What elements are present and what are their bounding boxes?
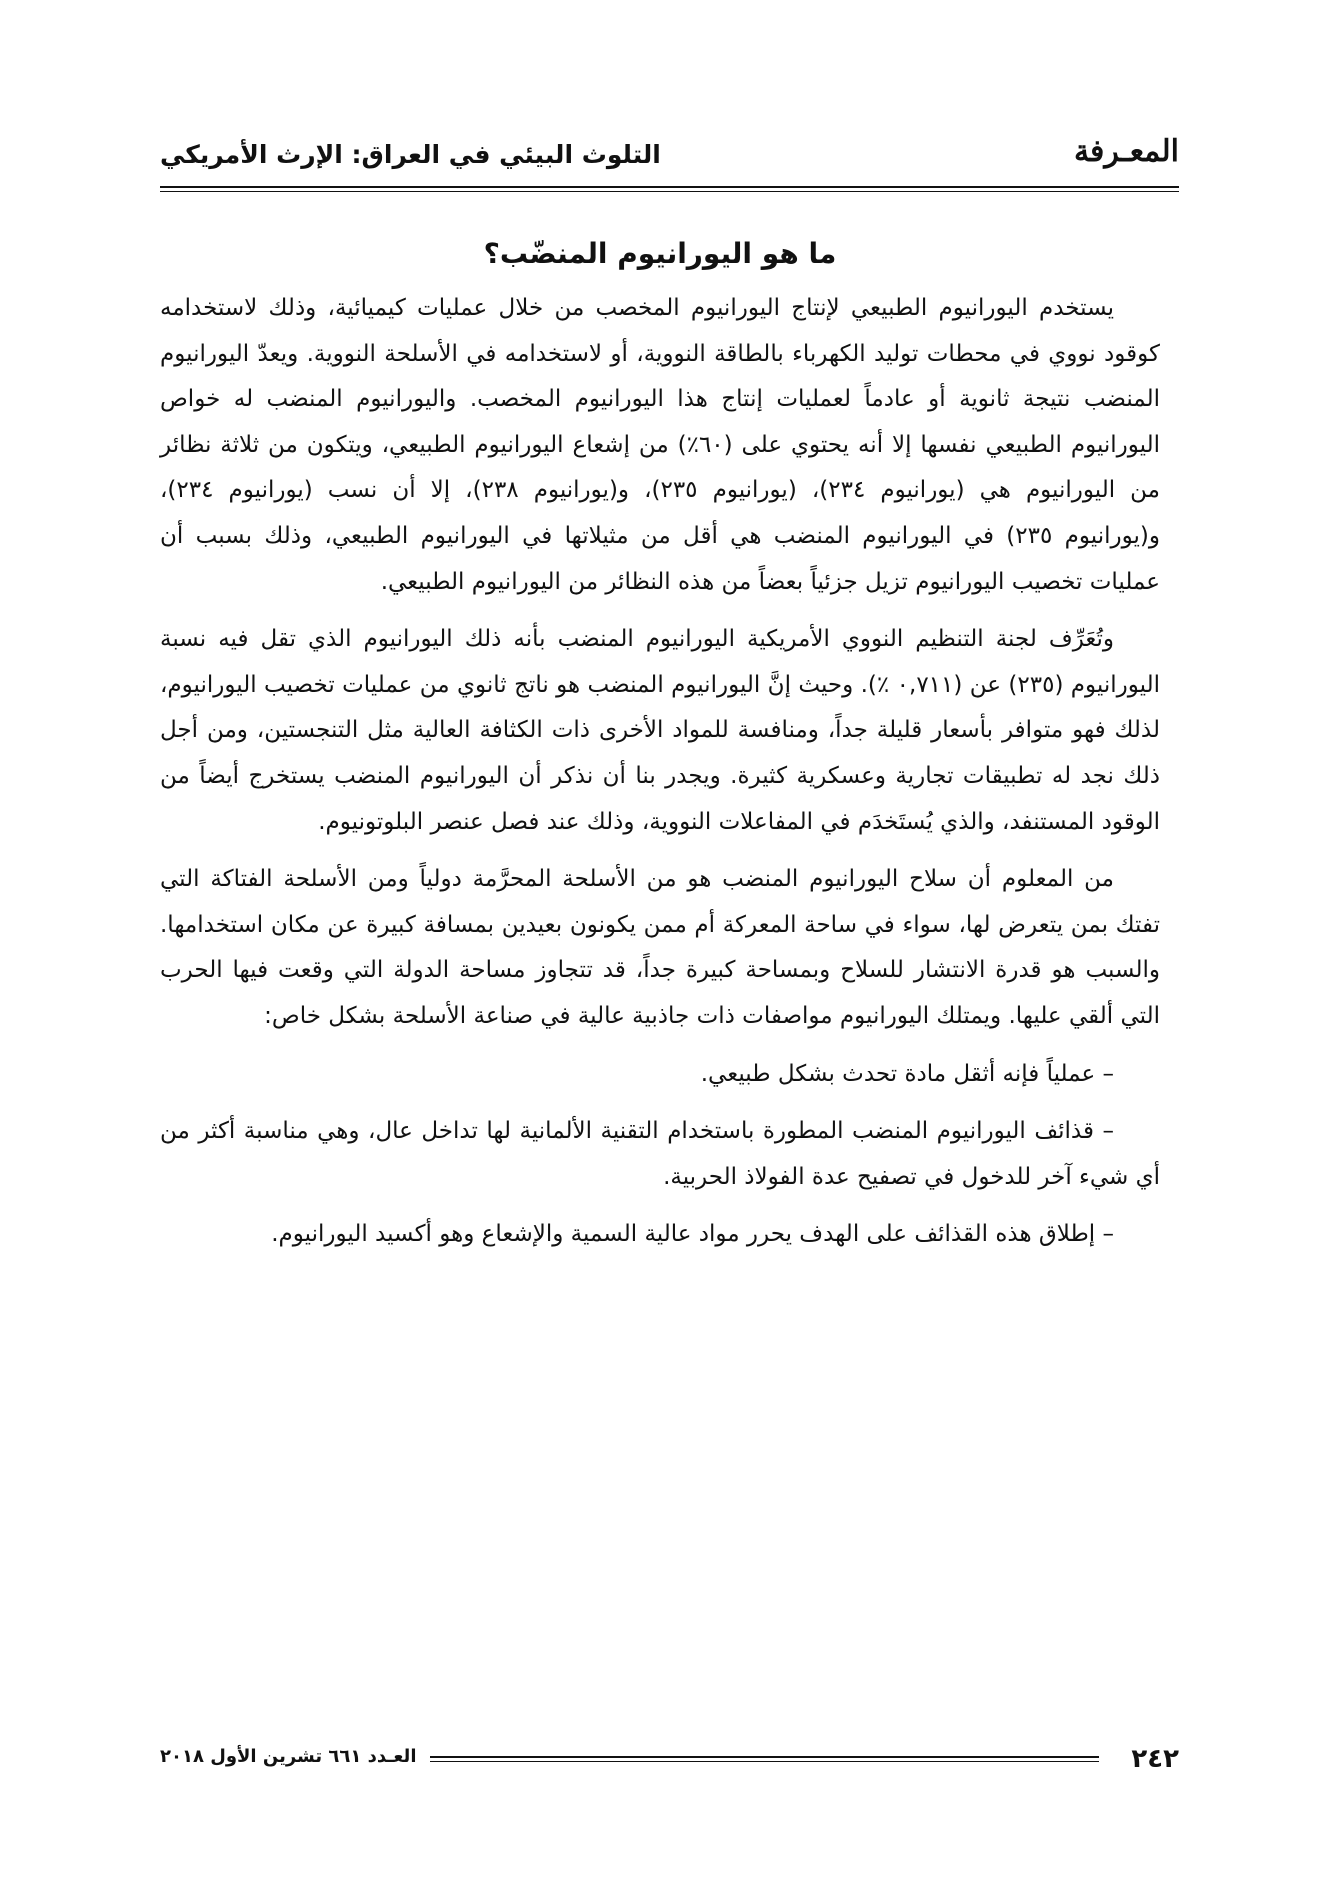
article-body: [160, 232, 1160, 1270]
footer-rule-thin: [430, 1761, 1099, 1762]
section-title: ما هو اليورانيوم المنضّب؟: [483, 237, 837, 270]
issue-info: العـدد ٦٦١ تشرين الأول ٢٠١٨: [160, 1746, 417, 1767]
paragraph: يستخدم اليورانيوم الطبيعي لإنتاج اليورانيوم المخصب من خلال عمليات كيميائية، وذلك لاستخدامه كوقود نووي في محطات توليد الكهرباء بالطاقة النووية، أو لاستخدامه في الأسلحة النووية. ويعدّ اليورانيوم المنضب نتيجة ثانوية أو عادماً لعمليات إنتاج هذا اليورانيوم المخصب. واليورانيوم المنضب له خواص اليورانيوم الطبيعي نفسها إلا أنه يحتوي على (٦٠٪) من إشعاع اليورانيوم الطبيعي، ويتكون من ثلاثة نظائر من اليورانيوم هي (يورانيوم ٢٣٤)، (يورانيوم ٢٣٥)، و(يورانيوم ٢٣٨)، إلا أن نسب (يورانيوم ٢٣٤)، و(يورانيوم ٢٣٥) في اليورانيوم المنضب هي أقل من مثيلاتها في اليورانيوم الطبيعي، وذلك بسبب أن عمليات تخصيب اليورانيوم تزيل جزئياً بعضاً من هذه النظائر من اليورانيوم الطبيعي.: [160, 295, 1161, 595]
page-footer: [160, 1744, 1179, 1784]
paragraph: من المعلوم أن سلاح اليورانيوم المنضب هو من الأسلحة المحرَّمة دولياً ومن الأسلحة الفتاكة التي تفتك بمن يتعرض لها، سواء في ساحة المعركة أم ممن يكونون بعيدين بمسافة كبيرة عن مكان استخدامها. والسبب هو قدرة الانتشار للسلاح وبمساحة كبيرة جداً، قد تتجاوز مساحة الدولة التي وقعت فيها الحرب التي ألقي عليها. ويمتلك اليورانيوم مواصفات ذات جاذبية عالية في صناعة الأسلحة بشكل خاص:: [160, 866, 1160, 1029]
header-rule: [160, 186, 1179, 188]
page-number: ٢٤٢: [1131, 1744, 1179, 1774]
footer-rule: [430, 1756, 1099, 1758]
journal-logo: المعـرفة: [1073, 134, 1179, 169]
bullet-item: – عملياً فإنه أثقل مادة تحدث بشكل طبيعي.: [700, 1060, 1114, 1087]
bullet-item: – قذائف اليورانيوم المنضب المطورة باستخدام التقنية الألمانية لها تداخل عال، وهي مناسبة أكثر من أي شيء آخر للدخول في تصفيح عدة الفولاذ الحربية.: [160, 1118, 1160, 1190]
bullet-item: – إطلاق هذه القذائف على الهدف يحرر مواد عالية السمية والإشعاع وهو أكسيد اليورانيوم.: [271, 1221, 1114, 1248]
running-title: التلوث البيئي في العراق: الإرث الأمريكي: [160, 140, 661, 169]
page-header: [160, 128, 1179, 188]
paragraph: وتُعَرِّف لجنة التنظيم النووي الأمريكية اليورانيوم المنضب بأنه ذلك اليورانيوم الذي تقل فيه نسبة اليورانيوم (٢٣٥) عن (٠,٧١١ ٪). وحيث إنَّ اليورانيوم المنضب هو ناتج ثانوي من عمليات تخصيب اليورانيوم، لذلك فهو متوافر بأسعار قليلة جداً، ومنافسة للمواد الأخرى ذات الكثافة العالية مثل التنجستين، ومن أجل ذلك نجد له تطبيقات تجارية وعسكرية كثيرة. ويجدر بنا أن نذكر أن اليورانيوم المنضب يستخرج أيضاً من الوقود المستنفد، والذي يُستَخدَم في المفاعلات النووية، وذلك عند فصل عنصر البلوتونيوم.: [160, 626, 1160, 835]
header-rule-thin: [160, 191, 1179, 192]
